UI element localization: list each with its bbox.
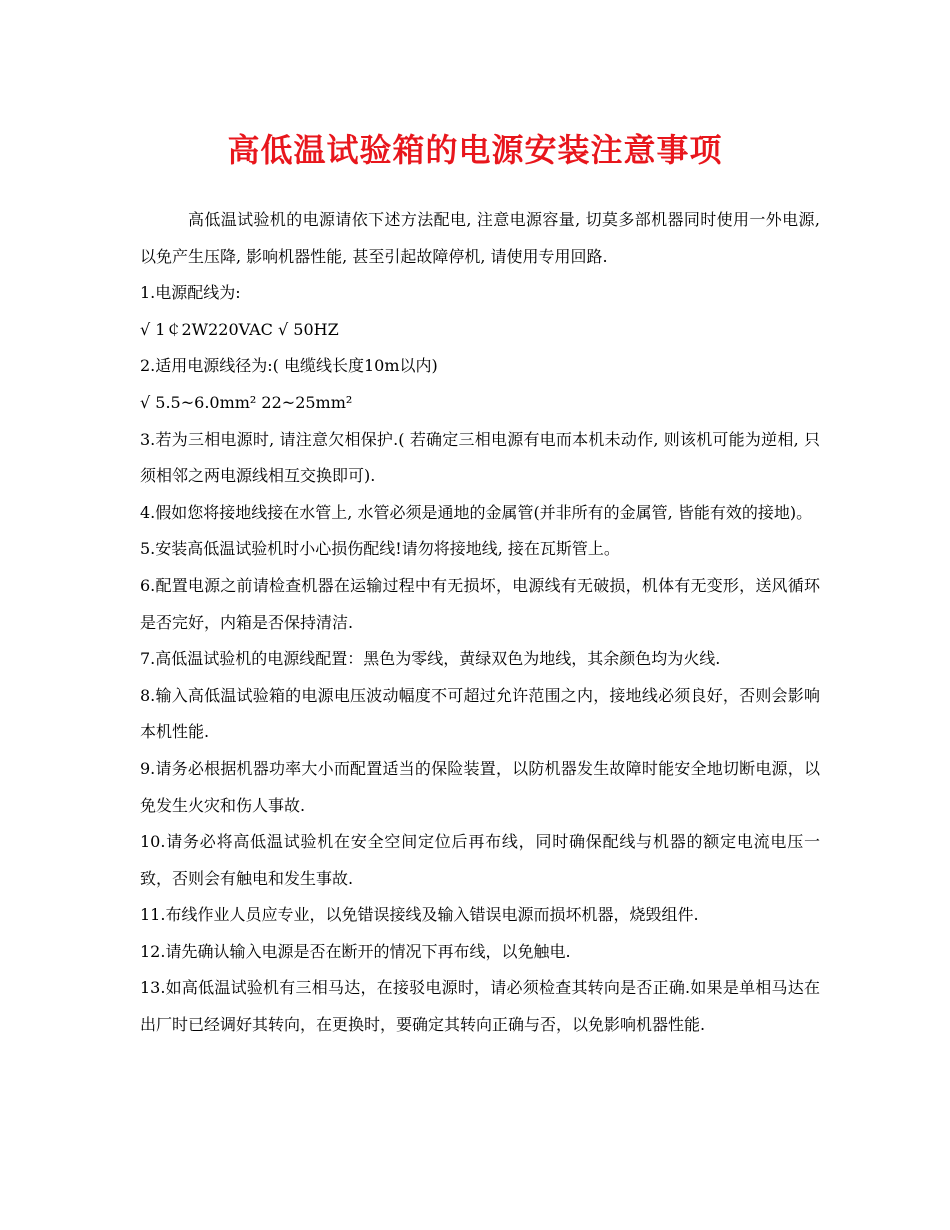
item-9: 9.请务必根据机器功率大小而配置适当的保险装置，以防机器发生故障时能安全地切断电源，以免发生火灾和伤人事故. bbox=[140, 758, 820, 815]
item-1-heading: 1.电源配线为: bbox=[140, 283, 241, 303]
item-11: 11.布线作业人员应专业，以免错误接线及输入错误电源而损坏机器，烧毁组件. bbox=[140, 905, 699, 925]
item-13: 13.如高低温试验机有三相马达，在接驳电源时，请必须检查其转向是否正确.如果是单相马达在出厂时已经调好其转向，在更换时，要确定其转向正确与否，以免影响机器性能. bbox=[140, 978, 820, 1035]
item-2-spec: √ 5.5~6.0mm² 22~25mm² bbox=[140, 392, 353, 412]
document-title: 高低温试验箱的电源安装注意事项 bbox=[227, 131, 723, 169]
item-5: 5.安装高低温试验机时小心损伤配线!请勿将接地线, 接在瓦斯管上。 bbox=[140, 539, 620, 559]
item-10: 10.请务必将高低温试验机在安全空间定位后再布线，同时确保配线与机器的额定电流电压一致，否则会有触电和发生事故. bbox=[140, 832, 820, 888]
item-1-spec: √ 1￠2W220VAC √ 50HZ bbox=[140, 319, 339, 339]
item-6: 6.配置电源之前请检查机器在运输过程中有无损坏，电源线有无破损，机体有无变形，送风循环是否完好，内箱是否保持清洁. bbox=[140, 575, 820, 632]
item-2-heading: 2.适用电源线径为:( 电缆线长度10m以内) bbox=[140, 356, 438, 376]
item-3: 3.若为三相电源时, 请注意欠相保护.( 若确定三相电源有电而本机未动作, 则该机可能为逆相, 只须相邻之两电源线相互交换即可). bbox=[140, 429, 820, 486]
item-4: 4.假如您将接地线接在水管上, 水管必须是通地的金属管(并非所有的金属管, 皆能有效的接地)。 bbox=[140, 502, 813, 522]
document-body bbox=[140, 202, 820, 1044]
intro-paragraph: 高低温试验机的电源请依下述方法配电, 注意电源容量, 切莫多部机器同时使用一外电源, 以免产生压降, 影响机器性能, 甚至引起故障停机, 请使用专用回路. bbox=[140, 210, 820, 266]
item-8: 8.输入高低温试验箱的电源电压波动幅度不可超过允许范围之内，接地线必须良好，否则会影响本机性能. bbox=[140, 685, 820, 742]
item-12: 12.请先确认输入电源是否在断开的情况下再布线，以免触电. bbox=[140, 941, 571, 961]
item-7: 7.高低温试验机的电源线配置：黑色为零线，黄绿双色为地线，其余颜色均为火线. bbox=[140, 649, 721, 669]
